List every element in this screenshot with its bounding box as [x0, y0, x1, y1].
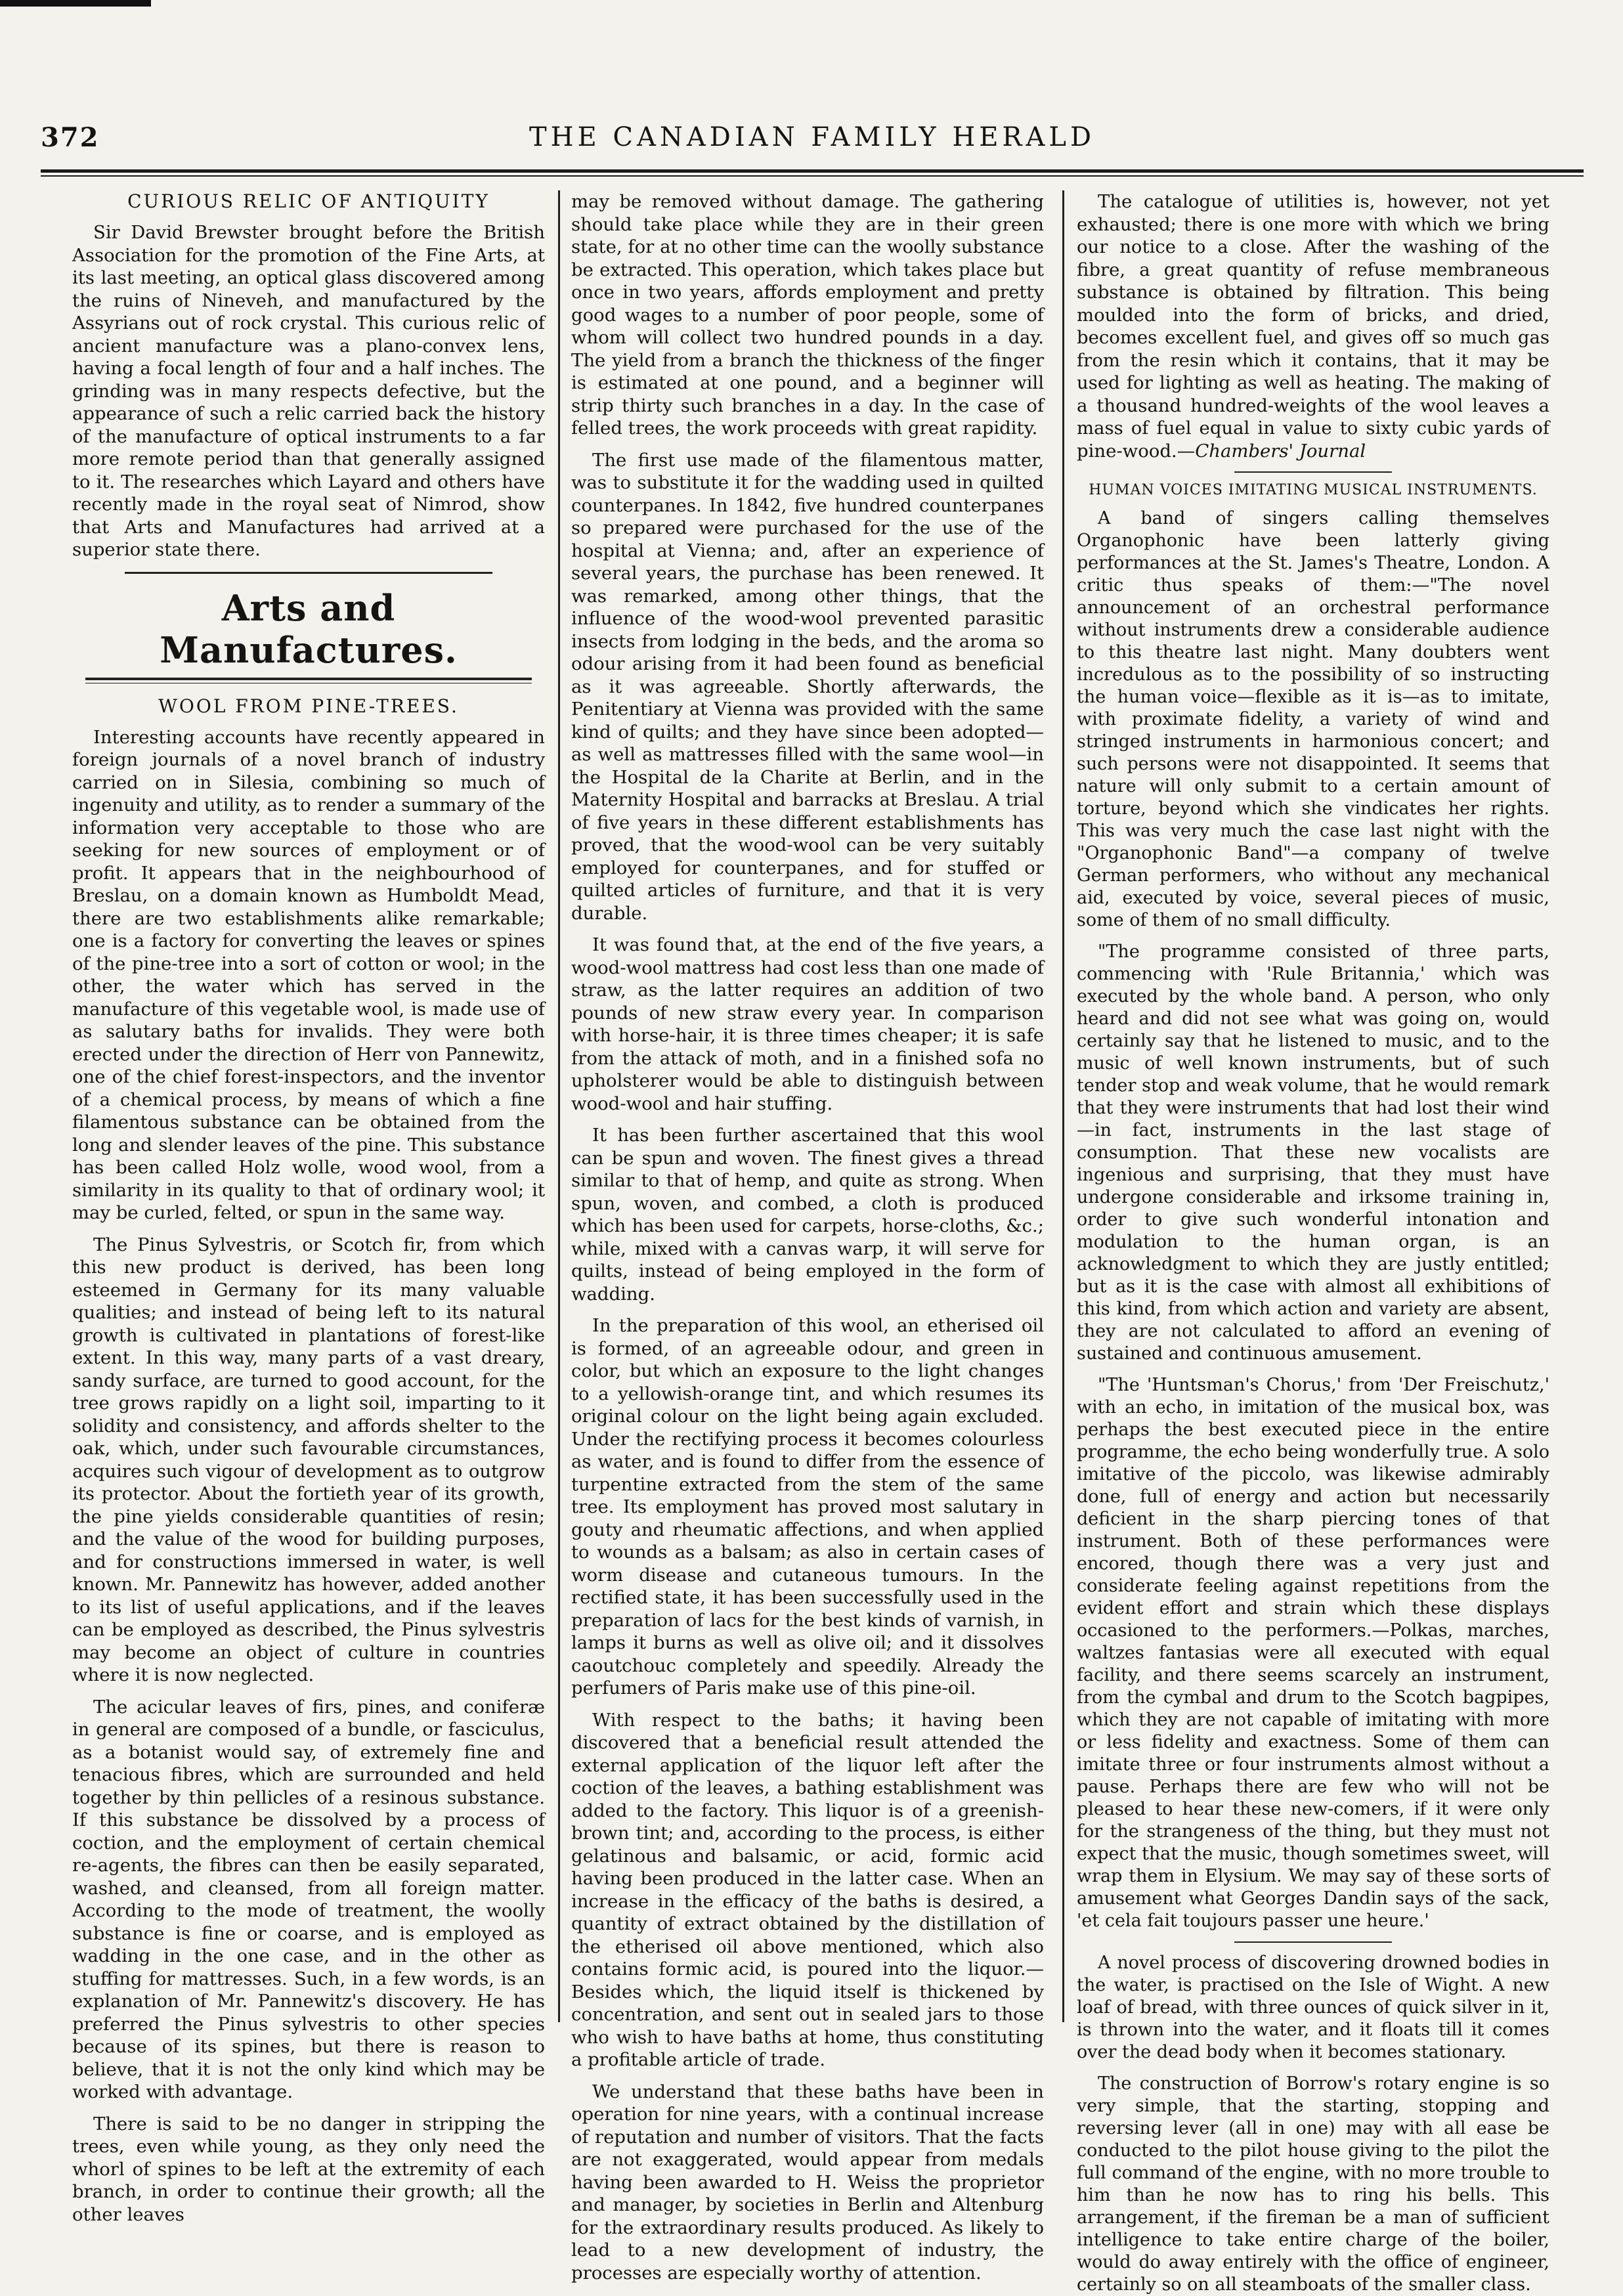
article-paragraph: The construction of Borrow's rotary engine is so very simple, that the starting, stopping and reversing lever (all in one) may with all ease be conducted to the pilot house giving to the pilot the full command of the engine, with no more trouble to him than he now has to ring his bells. This arrangement, if the fireman be a man of sufficient intelligence to take entire charge of the boiler, would do away entirely with the office of engineer, certainly so on all steamboats of the smaller class.	[1077, 2073, 1549, 2295]
section-title: Arts and Manufactures.	[160, 586, 458, 671]
article-paragraph: The Pinus Sylvestris, or Scotch fir, from which this new product is derived, has been long esteemed in Germany for its many valuable qualities; and instead of being left to its natural growth is cultivated in plantations of forest-like extent. In this way, many parts of a vast dreary, sandy surface, are turned to good account, for the tree grows rapidly on a light soil, imparting to it solidity and consistency, and affords shelter to the oak, which, under such favourable circumstances, acquires such vigour of development as to outgrow its protector. About the fortieth year of its growth, the pine yields considerable quantities of resin; and the value of the wood for building purposes, and for constructions immersed in water, is well known. Mr. Pannewitz has however, added another to its list of useful applications, and if the leaves can be employed as described, the Pinus sylvestris may become an object of culture in countries where it is now neglected.	[72, 1234, 545, 1685]
source-credit: —Chambers' Journal	[1177, 440, 1366, 462]
article-paragraph: Interesting accounts have recently appeared in foreign journals of a novel branch of industry carried on in Silesia, combining so much of ingenuity and utility, as to render a summary of the information very acceptable to those who are seeking for new sources of employment or of profit. It appears that in the neighbourhood of Breslau, on a domain known as Humboldt Mead, there are two establishments alike remarkable; one is a factory for converting the leaves or spines of the pine-tree into a sort of cotton or wool; in the other, the water which has served in the manufacture of this vegetable wool, is made use of as salutary baths for invalids. They were both erected under the direction of Herr von Pannewitz, one of the chief forest-inspectors, and the inventor of a chemical process, by means of which a fine filamentous substance can be obtained from the long and slender leaves of the pine. This substance has been called Holz wolle, wood wool, from a similarity in its quality to that of ordinary wool; it may be curled, felted, or spun in the same way.	[72, 726, 545, 1223]
article-title-wool: WOOL FROM PINE-TREES.	[158, 695, 459, 717]
separator-rule	[1234, 471, 1392, 473]
running-title: THE CANADIAN FAMILY HERALD	[529, 122, 1096, 152]
article-paragraph: may be removed without damage. The gathering should take place while they are in their green state, for at no other time can the woolly substance be extracted. This operation, which takes place but once in two years, affords employment and pretty good wages to a number of poor people, some of whom will collect two hundred pounds in a day. The yield from a branch the thickness of the finger is estimated at one pound, and a beginner will strip thirty such branches in a day. In the case of felled trees, the work proceeds with great rapidity.	[571, 191, 1044, 439]
separator-rule	[125, 572, 492, 574]
section-rule	[85, 678, 532, 683]
header-rule	[41, 169, 1584, 177]
top-edge-mark	[0, 0, 151, 7]
column-divider	[558, 190, 560, 2022]
column-divider	[1062, 190, 1064, 2022]
article-paragraph: A novel process of discovering drowned bodies in the water, is practised on the Isle of Wight. A new loaf of bread, with three ounces of quick silver in it, is thrown into the water, and it floats till it comes over the dead body when it becomes stationary.	[1077, 1953, 1549, 2062]
separator-rule	[1234, 1941, 1392, 1943]
article-paragraph: With respect to the baths; it having been discovered that a beneficial result attended the external application of the liquor left after the coction of the leaves, a bathing establishment was added to the factory. This liquor is of a greenish-brown tint; and, according to the process, is either gelatinous and balsamic, or acid, formic acid having been produced in the latter case. When an increase in the efficacy of the baths is desired, a quantity of extract obtained by the distillation of the etherised oil above mentioned, which also contains formic acid, is poured into the liquor.—Besides which, the liquid itself is thickened by concentration, and sent out in sealed jars to those who wish to have baths at home, thus constituting a profitable article of trade.	[571, 1709, 1044, 2070]
article-paragraph: The first use made of the filamentous matter, was to substitute it for the wadding used in quilted counterpanes. In 1842, five hundred counterpanes so prepared were purchased for the use of the hospital at Vienna; and, after an experience of several years, the purchase has been renewed. It was remarked, among other things, that the influence of the wood-wool prevented parasitic insects from lodging in the beds, and the aroma so odour arising from it had been found as beneficial as it was agreeable. Shortly afterwards, the Penitentiary at Vienna was provided with the same kind of quilts; and they have since been adopted—as well as mattresses filled with the same wool—in the Hospital de la Charite at Berlin, and in the Maternity Hospital and barracks at Breslau. A trial of five years in these different establishments has proved, that the wood-wool can be very suitably employed for counterpanes, and for stuffed or quilted articles of furniture, and that it is very durable.	[571, 449, 1044, 924]
article-paragraph: There is said to be no danger in stripping the trees, even while young, as they only need the whorl of spines to be left at the extremity of each branch, in order to continue their growth; all the other leaves	[72, 2113, 545, 2225]
article-title-voices: HUMAN VOICES IMITATING MUSICAL INSTRUMENTS.	[1089, 482, 1538, 498]
article-paragraph: "The 'Huntsman's Chorus,' from 'Der Freischutz,' with an echo, in imitation of the musical box, was perhaps the best executed piece in the entire programme, the echo being wonderfully true. A solo imitative of the piccolo, was likewise admirably done, full of energy and action but necessarily deficient in the sharp piercing tones of that instrument. Both of these performances were encored, though there was a very just and considerate feeling against repetitions from the evident effort and strain which these displays occasioned to the performers.—Polkas, marches, waltzes fantasias were all executed with equal facility, and there seems scarcely an instrument, from the cymbal and drum to the Scotch bagpipes, which they are not capable of imitating with more or less fidelity and exactness. Some of them can imitate three or four instruments almost without a pause. Perhaps there are few who will not be pleased to hear these new-comers, if it were only for the strangeness of the thing, but they must not expect that the music, though sometimes sweet, will wrap them in Elysium. We may say of these sorts of amusement what Georges Dandin says of the sack, 'et cela fait toujours passer une heure.'	[1077, 1375, 1549, 1931]
article-paragraph: "The programme consisted of three parts, commencing with 'Rule Britannia,' which was executed by the whole band. A person, who only heard and did not see what was going on, would certainly say that he listened to music, and to the music of well known instruments, but of such tender stop and weak volume, that he would remark that they were instruments that had lost their wind—in fact, instruments in the last stage of consumption. That these new vocalists are ingenious and surprising, that they must have undergone considerable and irksome training in, order to give such wonderful intonation and modulation to the human organ, is an acknowledgment to which they are justly entitled; but as it is the case with almost all exhibitions of this kind, from which action and variety are absent, they are not calculated to afford an evening of sustained and continuous amusement.	[1077, 942, 1549, 1364]
article-paragraph: It was found that, at the end of the five years, a wood-wool mattress had cost less than one made of straw, as the latter requires an addition of two pounds of new straw every year. In comparison with horse-hair, it is three times cheaper; it is safe from the attack of moth, and in a finished sofa no upholsterer would be able to distinguish between wood-wool and hair stuffing.	[571, 934, 1044, 1114]
article-paragraph: We understand that these baths have been in operation for nine years, with a continual increase of reputation and number of visitors. That the facts are not exaggerated, would appear from medals having been awarded to H. Weiss the proprietor and manager, by societies in Berlin and Altenburg for the extraordinary results produced. As likely to lead to a new development of industry, the processes are especially worthy of attention.	[571, 2081, 1044, 2284]
page-number: 372	[41, 122, 100, 153]
article-paragraph: It has been further ascertained that this wool can be spun and woven. The finest gives a thread similar to that of hemp, and quite as strong. When spun, woven, and combed, a cloth is produced which has been used for carpets, horse-cloths, &c.; while, mixed with a canvas warp, it will serve for quilts, instead of being employed in the form of wadding.	[571, 1125, 1044, 1305]
column-left	[72, 190, 545, 2225]
article-paragraph: The acicular leaves of firs, pines, and coniferæ in general are composed of a bundle, or fasciculus, as a botanist would say, of extremely fine and tenacious fibres, which are surrounded and held together by thin pellicles of a resinous substance. If this substance be dissolved by a process of coction, and the employment of certain chemical re-agents, the fibres can then be easily separated, washed, and cleansed, from all foreign matter. According to the mode of treatment, the woolly substance is fine or coarse, and is employed as wadding in the one case, and in the other as stuffing for mattresses. Such, in a few words, is an explanation of Mr. Pannewitz's discovery. He has preferred the Pinus sylvestris to other species because of its spines, but there is reason to believe, that it is not the only kind which may be worked with advantage.	[72, 1696, 545, 2102]
article-paragraph	[1077, 190, 1549, 462]
page-header	[41, 122, 1584, 168]
article-paragraph: A band of singers calling themselves Organophonic have been latterly giving performances at the St. James's Theatre, London. A critic thus speaks of them:—"The novel announcement of an orchestral performance without instruments drew a considerable audience to this theatre last night. Many doubters went incredulous as to the possibility of so instructing the human voice—flexible as it is—as to imitate, with proximate fidelity, a variety of wind and stringed instruments in harmonious concert; and such persons were not disappointed. It seems that nature will only submit to a certain amount of torture, beyond which she vindicates her rights. This was very much the case last night with the "Organophonic Band"—a company of twelve German performers, who without any mechanical aid, executed by voice, several pieces of music, some of them of no small difficulty.	[1077, 508, 1549, 930]
column-right	[1077, 190, 1549, 2295]
article-paragraph: In the preparation of this wool, an etherised oil is formed, of an agreeable odour, and green in color, but which an exposure to the light changes to a yellowish-orange tint, and which resumes its original colour on the light being again excluded. Under the rectifying process it becomes colourless as water, and is found to differ from the essence of turpentine extracted from the stem of the same tree. Its employment has proved most salutary in gouty and rheumatic affections, and when applied to wounds as a balsam; as also in certain cases of worm disease and cutaneous tumours. In the rectified state, it has been successfully used in the preparation of lacs for the best kinds of varnish, in lamps it burns as well as olive oil; and it dissolves caoutchouc completely and speedily. Already the perfumers of Paris make use of this pine-oil.	[571, 1315, 1044, 1699]
column-middle	[571, 190, 1044, 2284]
article-paragraph: Sir David Brewster brought before the British Association for the promotion of the Fine Arts, at its last meeting, an optical glass discovered among the ruins of Nineveh, and manufactured by the Assyrians out of rock crystal. This curious relic of ancient manufacture was a plano-convex lens, having a focal length of four and a half inches. The grinding was in many respects defective, but the appearance of such a relic carried back the history of the manufacture of optical instruments to a far more remote period than that generally assigned to it. The researches which Layard and others have recently made in the royal seat of Nimrod, show that Arts and Manufactures had arrived at a superior state there.	[72, 222, 545, 560]
paragraph-text: The catalogue of utilities is, however, not yet exhausted; there is one more with which we bring our notice to a close. After the washing of the fibre, a great quantity of refuse membraneous substance is obtained by filtration. This being moulded into the form of bricks, and dried, becomes excellent fuel, and gives off so much gas from the resin which it contains, that it may be used for lighting as well as heating. The making of a thousand hundred-weights of the wool leaves a mass of fuel equal in value to sixty cubic yards of pine-wood.	[1077, 191, 1549, 462]
article-title-relic: CURIOUS RELIC OF ANTIQUITY	[127, 190, 490, 212]
